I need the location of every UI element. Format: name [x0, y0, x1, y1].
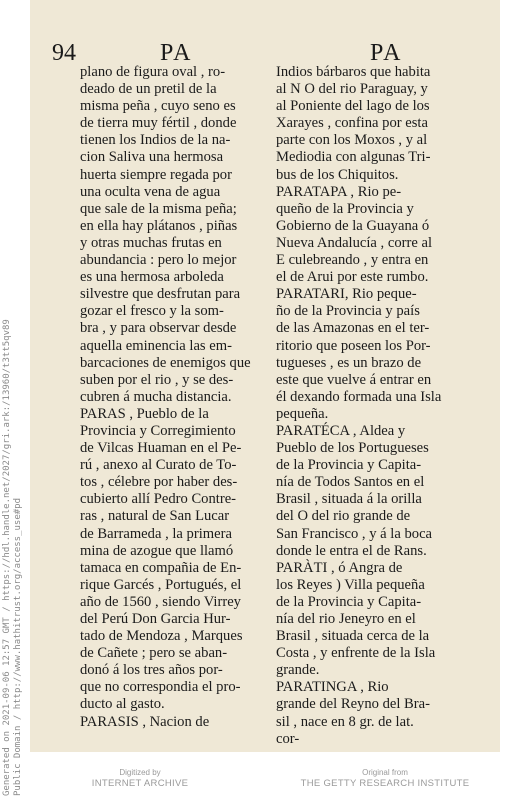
text-line: barcaciones de enemigos que — [80, 354, 251, 371]
getty-institute-label: THE GETTY RESEARCH INSTITUTE — [300, 778, 470, 789]
left-text-column — [80, 64, 278, 731]
text-line: grande. — [276, 662, 320, 679]
text-line: pequeña. — [276, 405, 329, 422]
text-line: de tierra muy fértil , donde — [80, 115, 237, 132]
text-line: Xarayes , confina por esta — [276, 115, 428, 132]
text-line: él dexando formada una Isla — [276, 388, 442, 405]
text-line: el de Arui por este rumbo. — [276, 269, 429, 286]
text-line: este que vuelve á entrar en — [276, 371, 432, 388]
text-line: PARATÉCA , Aldea y — [276, 422, 406, 439]
generated-line: Generated on 2021-09-06 12:57 GMT / https://hdl.handle.net/2027/gri.ark:/13960/t3tt5qv89 — [2, 319, 12, 796]
text-line: ño de la Provincia y país — [276, 303, 420, 320]
text-line: bra , y para observar desde — [80, 320, 237, 337]
text-line: tamaca en compañia de En- — [80, 559, 242, 576]
text-line: al N O del rio Paraguay, y — [276, 81, 428, 98]
text-line: tienen los Indios de la na- — [80, 132, 231, 149]
text-line: misma peña , cuyo seno es — [80, 98, 236, 115]
text-line: parte con los Moxos , y al — [276, 132, 428, 149]
text-line: Indios bárbaros que habita — [276, 64, 431, 80]
internet-archive-label: INTERNET ARCHIVE — [91, 778, 189, 789]
text-line: de Barrameda , la primera — [80, 525, 232, 542]
text-line: en ella hay plátanos , piñas — [80, 217, 238, 234]
text-line: sil , nace en 8 gr. de lat. — [276, 713, 414, 730]
text-line: cion Saliva una hermosa — [80, 149, 224, 166]
text-line: San Francisco , y á la boca — [276, 525, 433, 542]
text-line: de las Amazonas en el ter- — [276, 320, 430, 337]
book-page — [30, 0, 500, 752]
text-line: cor- — [276, 730, 300, 747]
text-line: de la Provincia y Capita- — [276, 457, 422, 474]
text-line: al Poniente del lago de los — [276, 98, 430, 115]
original-from-credit — [285, 768, 485, 790]
text-line: rú , anexo al Curato de To- — [80, 457, 237, 474]
text-line: donde le entra el de Rans. — [276, 542, 427, 559]
text-line: es una hermosa arboleda — [80, 269, 224, 286]
text-line: cubierto allí Pedro Contre- — [80, 491, 237, 508]
text-line: Mediodia con algunas Tri- — [276, 149, 431, 166]
text-line: silvestre que desfrutan para — [80, 286, 241, 303]
text-line: una oculta vena de agua — [80, 183, 221, 200]
text-line: cubren á mucha distancia. — [80, 388, 232, 405]
right-text-column — [276, 64, 488, 748]
text-line: Costa , y enfrente de la Isla — [276, 645, 436, 662]
text-line: tado de Mendoza , Marques — [80, 628, 243, 645]
text-line: nía de Todos Santos en el — [276, 474, 425, 491]
text-line: del O del rio grande de — [276, 508, 411, 525]
text-line: ducto al gasto. — [80, 696, 165, 713]
text-line: Brasil , situada cerca de la — [276, 628, 430, 645]
text-line: tugueses , es un brazo de — [276, 354, 422, 371]
text-line: tos , célebre por haber des- — [80, 474, 238, 491]
text-line: y otras muchas frutas en — [80, 234, 222, 251]
text-line: que no correspondia el pro- — [80, 679, 241, 696]
text-line: Pueblo de los Portugueses — [276, 440, 429, 457]
text-line: que sale de la misma peña; — [80, 200, 237, 217]
text-line: plano de figura oval , ro- — [80, 64, 226, 80]
text-line: PARATARI, Rio peque- — [276, 286, 417, 303]
text-line: aquella eminencia las em- — [80, 337, 232, 354]
text-line: PARATINGA , Rio — [276, 679, 389, 696]
text-line: Nueva Andalucía , corre al — [276, 234, 432, 251]
page-number: 94 — [52, 40, 76, 66]
text-line: rique Garcés , Portugués, el — [80, 576, 242, 593]
text-line: Gobierno de la Guayana ó — [276, 217, 430, 234]
text-line: de Cañete ; pero se aban- — [80, 645, 228, 662]
text-line: de Vilcas Huaman en el Pe- — [80, 440, 242, 457]
text-line: deado de un pretil de la — [80, 81, 217, 98]
text-line: Provincia y Corregimiento — [80, 422, 236, 439]
text-line: mina de azogue que llamó — [80, 542, 234, 559]
text-line: ritorio que poseen los Por- — [276, 337, 431, 354]
original-from-label: Original from — [362, 768, 408, 777]
text-line: donó á los tres años por- — [80, 662, 223, 679]
text-line: gozar el fresco y la som- — [80, 303, 224, 320]
text-line: PARÀTI , ó Angra de — [276, 559, 403, 576]
text-line: de la Provincia y Capita- — [276, 593, 422, 610]
digitized-by-label: Digitized by — [119, 768, 161, 777]
text-line: PARAS , Pueblo de la — [80, 405, 209, 422]
text-line: ras , natural de San Lucar — [80, 508, 230, 525]
hathitrust-gutter-stamp — [2, 319, 24, 796]
text-line: huerta siempre regada por — [80, 166, 232, 183]
text-line: suben por el rio , y se des- — [80, 371, 234, 388]
headword-left: PA — [160, 40, 193, 66]
text-line: PARATAPA , Rio pe- — [276, 183, 402, 200]
scan-footer — [0, 768, 510, 800]
headword-right: PA — [370, 40, 403, 66]
text-line: grande del Reyno del Bra- — [276, 696, 430, 713]
text-line: abundancia : pero lo mejor — [80, 252, 237, 269]
text-line: Brasil , situada á la orilla — [276, 491, 422, 508]
text-line: año de 1560 , siendo Virrey — [80, 593, 241, 610]
text-line: los Reyes ) Villa pequeña — [276, 576, 425, 593]
text-line: del Perú Don Garcia Hur- — [80, 611, 231, 627]
text-line: E culebreando , y entra en — [276, 252, 429, 269]
text-line: nía del rio Jeneyro en el — [276, 611, 416, 627]
digitized-by-credit — [70, 768, 210, 790]
text-line: bus de los Chiquitos. — [276, 166, 399, 183]
text-line: queño de la Provincia y — [276, 200, 414, 217]
public-domain-line: Public Domain / http://www.hathitrust.org/access_use#pd — [13, 497, 23, 796]
text-line: PARASIS , Nacion de — [80, 713, 210, 730]
